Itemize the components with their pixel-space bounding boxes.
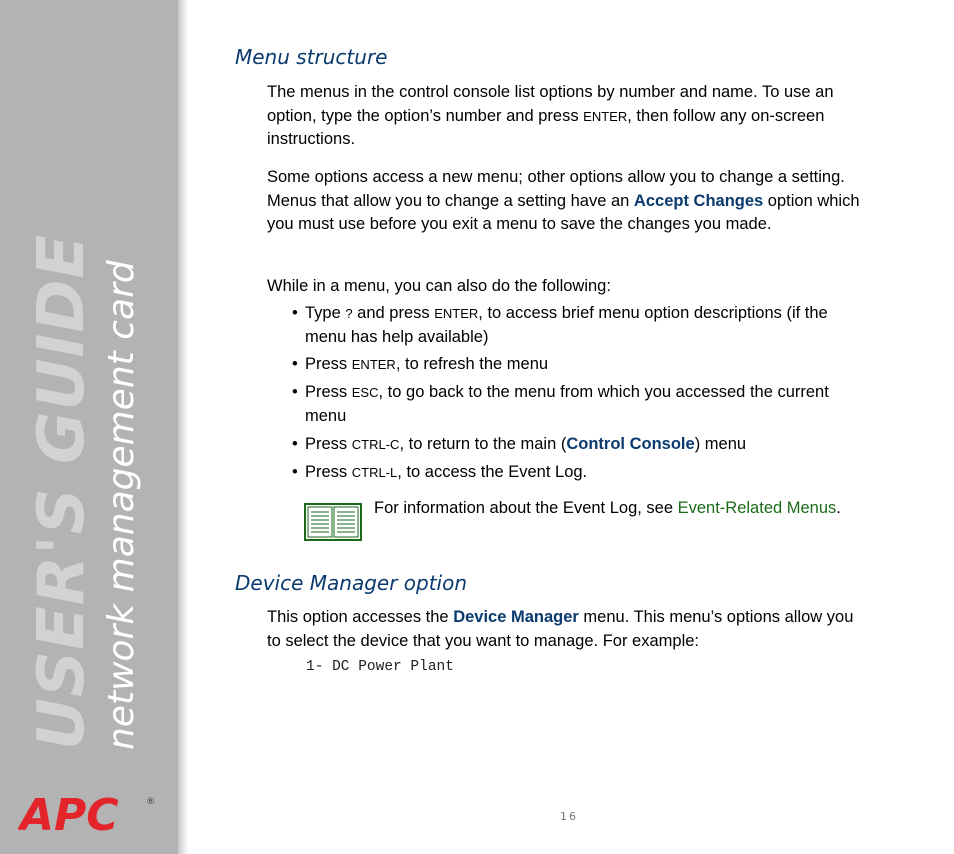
text: option which you must use before you exit a menu to save the changes you made. [267,191,860,233]
link-control-console[interactable]: Control Console [566,435,695,453]
link-device-manager[interactable]: Device Manager [453,608,579,626]
key-ctrl-l: CTRL-L [351,465,398,480]
text: , to return to the main ( [399,435,567,453]
text: ) menu [694,435,747,453]
text: and press [352,304,435,322]
sidebar-shadow [178,0,188,854]
text: . [836,499,841,517]
text: , to go back to the menu from which you accessed the current menu [305,383,829,425]
paragraph-while-in-menu: While in a menu, you can also do the following: [267,277,611,295]
text: Some options access a new menu; other options allow you to change a setting. Menus that allow you to change a setting have an [267,168,845,210]
bullet-ctrl-l [305,461,870,485]
sidebar-title: USER'S GUIDE [25,233,99,750]
bullet-marker: • [292,463,298,481]
key-esc: ESC [351,385,379,400]
heading-menu-structure: Menu structure [235,45,388,69]
sidebar-subtitle: network management card [101,260,142,750]
paragraph-device-manager [267,606,867,653]
apc-logo-mark: ® [146,797,155,807]
book-icon [304,502,362,542]
text: Press [305,463,352,481]
bullet-marker: • [292,435,298,453]
note-event-log [374,497,864,521]
text: , then follow any on-screen instructions. [267,106,825,148]
link-accept-changes[interactable]: Accept Changes [633,191,764,210]
bullet-escape [305,381,870,428]
page-number: 16 [560,810,578,823]
text: Press [305,355,352,373]
bullet-marker: • [292,304,298,322]
sidebar [0,0,178,854]
text: The menus in the control console list options by number and name. To use an option, type the option’s number and press [267,83,834,125]
code-example: 1- DC Power Plant [306,659,454,675]
text: , to access the Event Log. [397,463,588,481]
paragraph-accept-changes [267,166,872,237]
text: , to refresh the menu [395,355,549,373]
bullet-ctrl-c [305,433,870,457]
text: menu. This menu’s options allow you to select the device that you want to manage. For example: [267,608,854,650]
bullet-refresh [305,353,870,377]
bullet-marker: • [292,355,298,373]
text: Type [305,304,346,322]
apc-logo-text: APC [20,790,119,836]
bullet-marker: • [292,383,298,401]
apc-logo [18,790,158,836]
text: Press [305,435,352,453]
key-enter: ENTER [434,306,479,321]
key-question: ? [345,306,353,321]
bullet-help [305,302,870,349]
text: For information about the Event Log, see [374,499,678,517]
text: This option accesses the [267,608,454,626]
key-ctrl-c: CTRL-C [351,437,400,452]
text: , to access brief menu option descriptions (if the menu has help available) [305,304,828,346]
heading-device-manager: Device Manager option [235,571,468,595]
link-event-related-menus[interactable]: Event-Related Menus [677,499,837,517]
key-enter: ENTER [351,357,396,372]
paragraph-menus-intro [267,81,872,152]
text: Press [305,383,352,401]
key-enter: ENTER [583,108,628,124]
